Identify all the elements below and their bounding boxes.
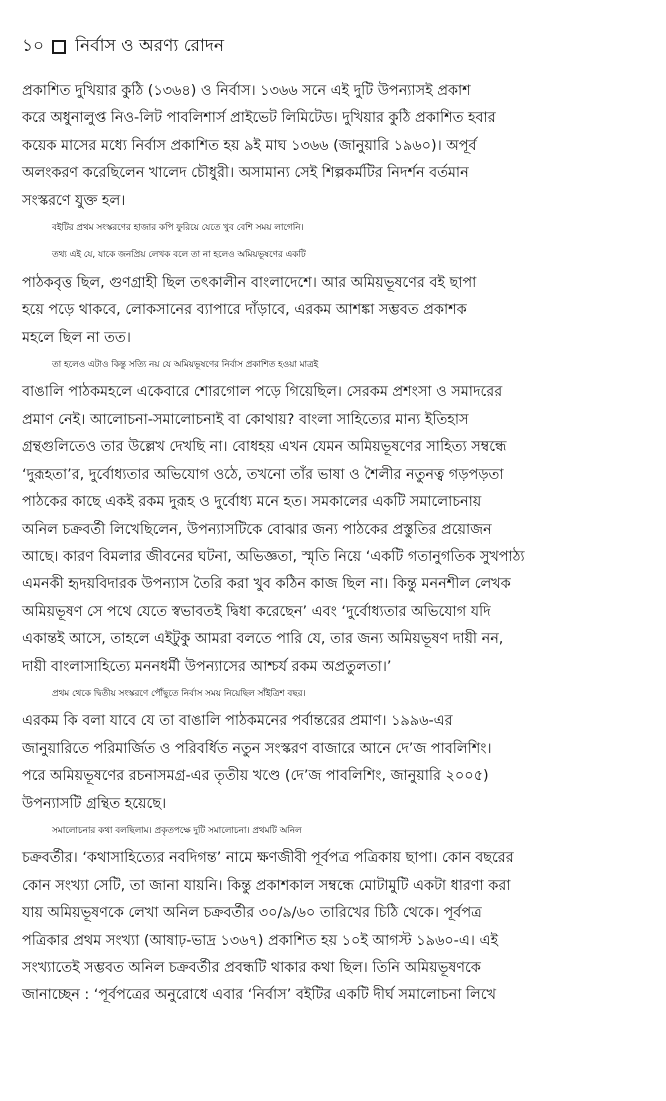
paragraph-4 (22, 681, 644, 818)
text-line: পরে অমিয়ভূষণের রচনাসমগ্র-এর তৃতীয় খণ্ডে (দে’জ পাবলিশিং, জানুয়ারি ২০০৫) (22, 768, 489, 785)
text-line: উপন্যাসটি গ্রন্থিত হয়েছে। (22, 795, 167, 812)
text-line: এমনকী হৃদয়বিদারক উপন্যাস তৈরি করা খুব কঠিন কাজ ছিল না। কিন্তু মননশীল লেখক (22, 576, 511, 593)
text-line: পাঠকের কাছে একই রকম দুরূহ ও দুর্বোধ্য মনে হত। সমকালের একটি সমালোচনায় (22, 494, 482, 511)
text-line: একান্তই আসে, তাহলে এইটুকু আমরা বলতে পারি যে, তার জন্য অমিয়ভূষণ দায়ী নন, (22, 631, 504, 648)
text-line: প্রথম থেকে দ্বিতীয় সংস্করণে পৌঁছুতে নির্বাস সময় নিয়েছিল সাঁইত্রিশ বছর। (52, 688, 306, 699)
text-line: বাঙালি পাঠকমহলে একেবারে শোরগোল পড়ে গিয়েছিল। সেরকম প্রশংসা ও সমাদরের (22, 384, 503, 401)
text-line: ‘দুরূহতা’র, দুর্বোধ্যতার অভিযোগ ওঠে, তখনো তাঁর ভাষা ও শৈলীর নতুনত্ব গড়পড়তা (22, 466, 504, 483)
running-title: নির্বাস ও অরণ্য রোদন (75, 36, 224, 56)
text-line: প্রমাণ নেই। আলোচনা-সমালোচনাই বা কোথায়? বাংলা সাহিত্যের মান্য ইতিহাস (22, 411, 469, 428)
text-line: দায়ী বাংলাসাহিত্যে মননধর্মী উপন্যাসের আশ্চর্য রকম অপ্রতুলতা।’ (22, 658, 392, 675)
page-number: ১০ (22, 36, 45, 56)
text-line: জানাচ্ছেন : ‘পূর্বপত্রের অনুরোধে এবার ‘নির্বাস’ বইটির একটি দীর্ঘ সমালোচনা লিখে (22, 987, 497, 1004)
text-line: অমিয়ভূষণ সে পথে যেতে স্বভাবতই দ্বিধা করেছেন’ এবং ‘দুর্বোধ্যতার অভিযোগ যদি (22, 603, 491, 620)
text-line: তা হলেও এটাও কিন্তু সত্যি নয় যে অমিয়ভূষণের নির্বাস প্রকাশিত হওয়া মাত্রই (52, 360, 319, 371)
text-line: আছে। কারণ বিমলার জীবনের ঘটনা, অভিজ্ঞতা, স্মৃতি নিয়ে ‘একটি গতানুগতিক সুখপাঠ্য (22, 548, 525, 565)
text-line: যায় অমিয়ভূষণকে লেখা অনিল চক্রবর্তীর ৩০/৯/৬০ তারিখের চিঠি থেকে। পূর্বপত্র (22, 905, 482, 922)
text-line: হয়ে পড়ে থাকবে, লোকসানের ব্যাপারে দাঁড়াবে, এরকম আশঙ্কা সম্ভবত প্রকাশক (22, 302, 467, 319)
paragraph-3 (22, 352, 644, 681)
text-line: প্রকাশিত দুখিয়ার কুঠি (১৩৬৪) ও নির্বাস। ১৩৬৬ সনে এই দুটি উপন্যাসই প্রকাশ (22, 83, 471, 99)
text-line: চক্রবর্তীর। ‘কথাসাহিত্যের নবদিগন্ত’ নামে ক্ষণজীবী পূর্বপত্র পত্রিকায় ছাপা। কোন বছরের (22, 850, 514, 867)
paragraph-1 (22, 78, 644, 215)
text-line: এরকম কি বলা যাবে যে তা বাঙালি পাঠকমনের পর্বান্তরের প্রমাণ। ১৯৯৬-এর (22, 713, 453, 730)
text-line: সমালোচনার কথা বলছিলাম। প্রকৃতপক্ষে দুটি সমালোচনা। প্রথমটি অনিল (52, 825, 302, 836)
text-line: কোন সংখ্যা সেটি, তা জানা যায়নি। কিন্তু প্রকাশকাল সম্বন্ধে মোটামুটি একটা ধারণা করা (22, 877, 511, 894)
text-line: অলংকরণ করেছিলেন খালেদ চৌধুরী। অসামান্য সেই শিল্পকর্মটির নিদর্শন বর্তমান (22, 165, 469, 182)
text-line: মহলে ছিল না তত। (22, 329, 131, 346)
text-line: করে অধুনালুপ্ত নিও-লিট পাবলিশার্স প্রাইভেট লিমিটেড। দুখিয়ার কুঠি প্রকাশিত হবার (22, 110, 496, 127)
text-line: বইটির প্রথম সংস্করণের হাজার কপি ফুরিয়ে যেতে খুব বেশি সময় লাগেনি। (52, 223, 304, 234)
text-line: সংস্করণে যুক্ত হল। (22, 192, 126, 209)
paragraph-5 (22, 818, 644, 1010)
text-line: পত্রিকার প্রথম সংখ্যা (আষাঢ়-ভাদ্র ১৩৬৭) প্রকাশিত হয় ১০ই আগস্ট ১৯৬০-এ। এই (22, 932, 498, 949)
text-line: জানুয়ারিতে পরিমার্জিত ও পরিবর্ধিত নতুন সংস্করণ বাজারে আনে দে’জ পাবলিশিং। (22, 740, 492, 757)
text-line: কয়েক মাসের মধ্যে নির্বাস প্রকাশিত হয় ৯ই মাঘ ১৩৬৬ (জানুয়ারি ১৯৬০)। অপূর্ব (22, 137, 477, 154)
text-line: পাঠকবৃত্ত ছিল, গুণগ্রাহী ছিল তৎকালীন বাংলাদেশে। আর অমিয়ভূষণের বই ছাপা (22, 274, 477, 291)
text-line: তথ্য এই যে, যাকে জনপ্রিয় লেখক বলে তা না হলেও অমিয়ভূষণের একটি (52, 250, 306, 261)
text-line: অনিল চক্রবর্তী লিখেছিলেন, উপন্যাসটিকে বোঝার জন্য পাঠকের প্রস্তুতির প্রয়োজন (22, 521, 492, 538)
paragraph-2 (22, 215, 644, 352)
square-bullet-icon (52, 40, 66, 54)
text-line: সংখ্যাতেই সম্ভবত অনিল চক্রবর্তীর প্রবন্ধটি থাকার কথা ছিল। তিনি অমিয়ভূষণকে (22, 960, 481, 976)
running-header (22, 30, 644, 64)
body-text (22, 78, 644, 1010)
text-line: গ্রন্থগুলিতেও তার উল্লেখ দেখছি না। বোধহয় এখন যেমন অমিয়ভূষণের সাহিত্য সম্বন্ধে (22, 439, 507, 456)
